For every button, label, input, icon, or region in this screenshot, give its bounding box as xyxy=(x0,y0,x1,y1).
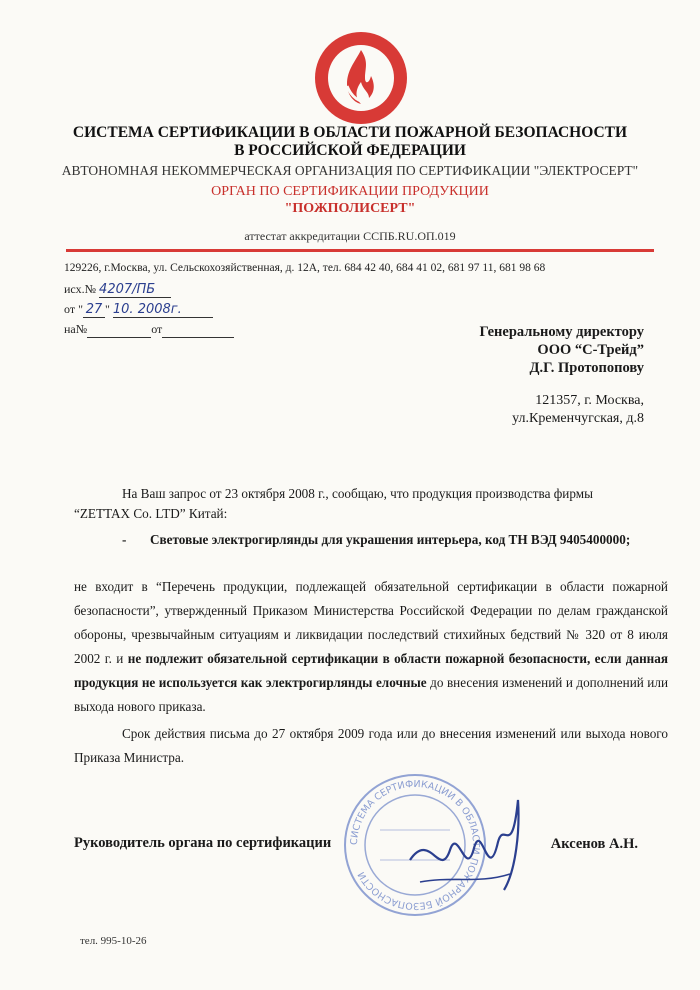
org-title: СИСТЕМА СЕРТИФИКАЦИИ В ОБЛАСТИ ПОЖАРНОЙ БЕЗОПАСНОСТИ xyxy=(72,124,628,141)
outgoing-label: исх.№ xyxy=(64,282,97,296)
incoming-number-blank xyxy=(87,322,151,338)
cert-body-title: ОРГАН ПО СЕРТИФИКАЦИИ ПРОДУКЦИИ xyxy=(211,184,489,199)
incoming-date-blank xyxy=(162,322,234,338)
intro-line: На Ваш запрос от 23 октября 2008 г., сообщаю, что продукция производства фирмы xyxy=(122,486,593,501)
accreditation: аттестат аккредитации ССПБ.RU.ОП.019 xyxy=(244,229,456,243)
outgoing-number-value: 4207/ПБ xyxy=(99,282,171,298)
recipient-name: Д.Г. Протопопову xyxy=(529,360,644,376)
date-day: 27 xyxy=(83,302,105,318)
recipient-position: Генеральному директору xyxy=(479,324,644,340)
stamp-text: СИСТЕМА СЕРТИФИКАЦИИ В ОБЛАСТИ ПОЖАРНОЙ БЕЗОПАСНОСТИ xyxy=(348,778,482,912)
org-subtitle: АВТОНОМНАЯ НЕКОММЕРЧЕСКАЯ ОРГАНИЗАЦИЯ ПО СЕРТИФИКАЦИИ "ЭЛЕКТРОСЕРТ" xyxy=(61,163,639,178)
recipient-company: ООО “С-Трейд” xyxy=(537,342,644,358)
handwritten-signature xyxy=(400,790,540,900)
signer-name: Аксенов А.Н. xyxy=(550,836,638,852)
footer-phone: тел. 995-10-26 xyxy=(80,935,147,947)
validity-paragraph: Срок действия письма до 27 октября 2009 года или до внесения изменений или выхода нового Приказа Министра. xyxy=(74,726,668,765)
recipient-address-2: ул.Кременчугская, д.8 xyxy=(512,411,644,426)
bullet-dash: - xyxy=(122,532,127,547)
date-month-year: 10. 2008г. xyxy=(113,302,213,318)
product-item: Световые электрогирлянды для украшения интерьера, код ТН ВЭД 9405400000; xyxy=(150,532,631,547)
header-divider xyxy=(66,249,654,252)
address-line: 129226, г.Москва, ул. Сельскохозяйственная, д. 12А, тел. 684 42 40, 684 41 02, 681 97 11, 681 98 68 xyxy=(64,262,546,274)
date-label: от " xyxy=(64,302,83,316)
recipient-address-1: 121357, г. Москва, xyxy=(535,393,644,408)
incoming-label: на№ xyxy=(64,322,88,336)
main-paragraph-end: до внесения изменений и дополнений или выхода нового приказа. xyxy=(74,675,669,714)
signer-title: Руководитель органа по сертификации xyxy=(74,835,332,851)
outgoing-number xyxy=(64,282,171,298)
main-paragraph-text: не входит в “Перечень продукции, подлежащей обязательной сертификации в области пожарной безопасности”, утвержденный Приказом Министерства Российской Федерации по делам гражданской обороны, чрезвычайным ситуациям и ликвидации последствий стихийных бедствий № 320 от 8 июля 2002 г. и xyxy=(74,579,668,666)
main-paragraph xyxy=(74,575,668,719)
intro-line-cont: “ZETTAX Co. LTD” Китай: xyxy=(74,506,228,521)
main-paragraph-bold: не подлежит обязательной сертификации в области пожарной безопасности, если данная продукция не используется как электрогирлянды елочные xyxy=(74,651,669,690)
outgoing-date: от " 27 " 10. 2008г. xyxy=(64,302,213,318)
incoming-ref xyxy=(64,322,234,338)
incoming-from-label: от xyxy=(151,322,163,336)
flame-logo-icon xyxy=(311,28,411,128)
cert-body-name: "ПОЖПОЛИСЕРТ" xyxy=(284,201,416,216)
org-title-cont: В РОССИЙСКОЙ ФЕДЕРАЦИИ xyxy=(234,142,466,159)
